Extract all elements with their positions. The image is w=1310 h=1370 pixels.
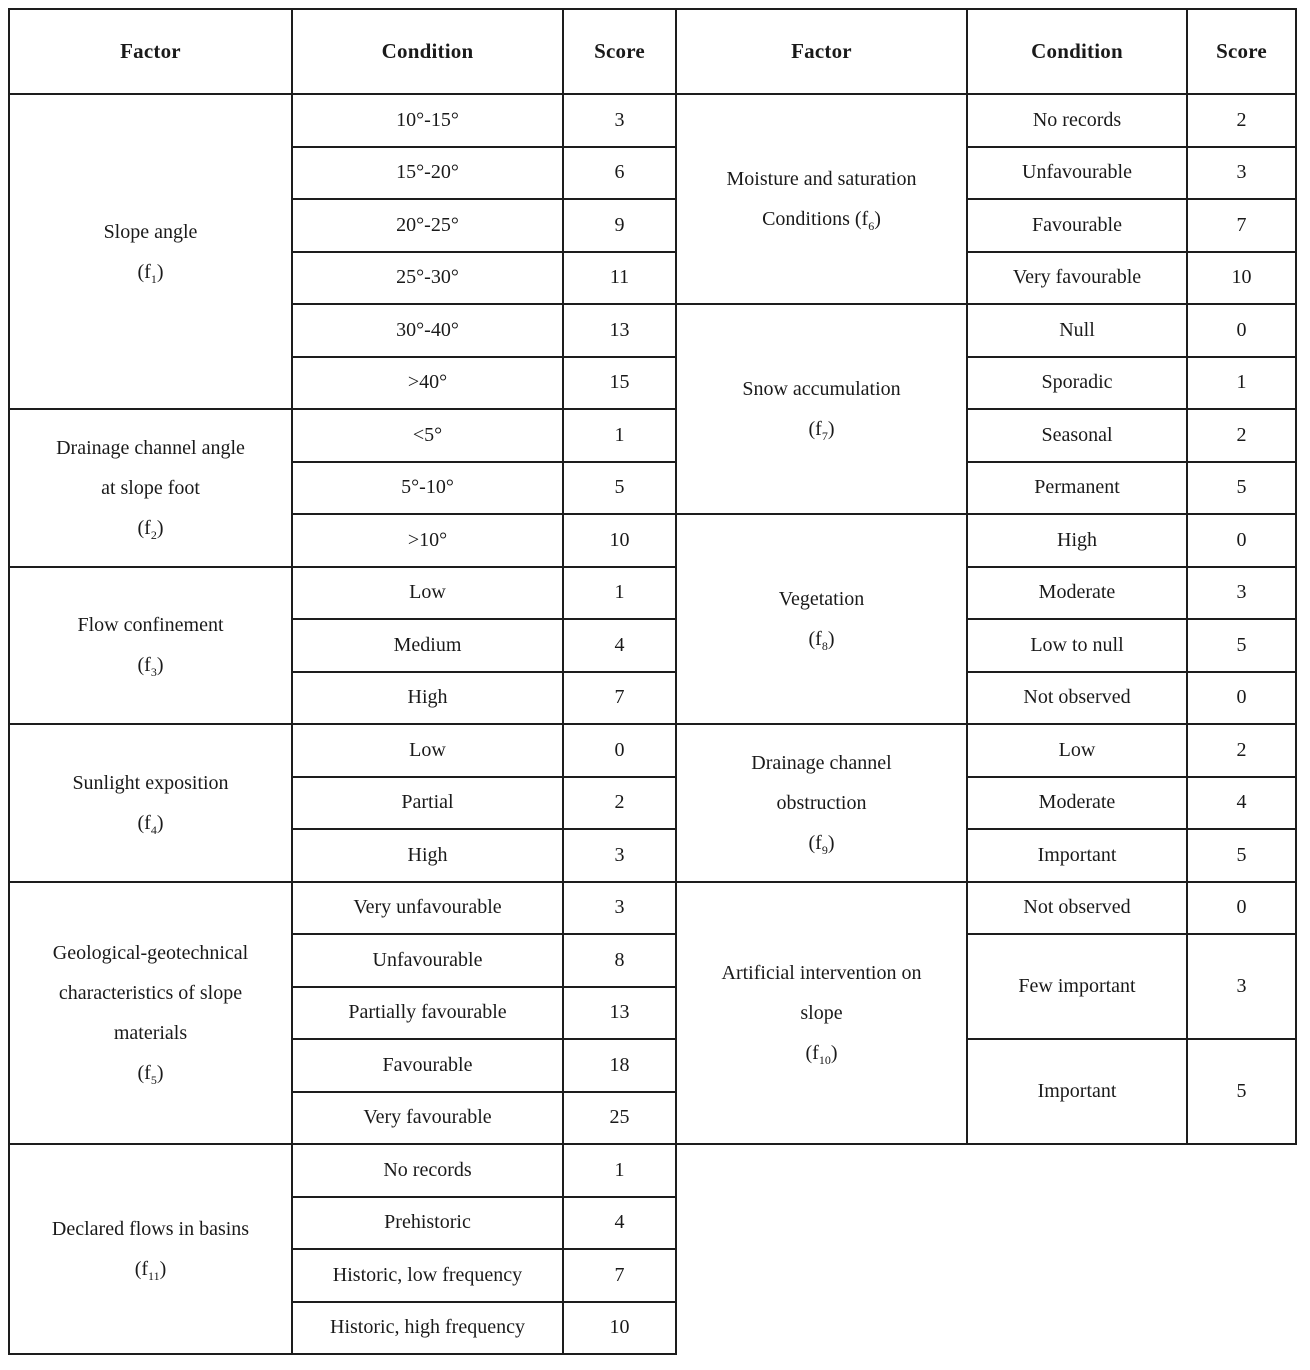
score-cell: 13 (564, 305, 677, 358)
condition-cell: >10° (293, 515, 564, 568)
factor-symbol (135, 1249, 167, 1289)
factor-cell-f7 (677, 305, 968, 515)
factor-name-line: at slope foot (101, 476, 200, 499)
score-cell: 3 (564, 830, 677, 883)
condition-cell: Favourable (293, 1040, 564, 1093)
factor-symbol (138, 803, 164, 843)
factor-symbol (809, 823, 835, 863)
condition-cell: 25°-30° (293, 253, 564, 306)
factor-symbol-sub: 5 (150, 1072, 157, 1087)
factor-symbol-post: ) (156, 654, 164, 677)
factor-name-line: Artificial intervention on (721, 961, 922, 984)
factor-symbol-post: ) (827, 418, 835, 440)
factor-symbol-sub: 9 (821, 842, 828, 857)
score-cell: 5 (1188, 620, 1297, 673)
factor-symbol-pre: (f (808, 418, 822, 440)
condition-cell: Historic, low frequency (293, 1250, 564, 1303)
factor-symbol-sub: 2 (150, 527, 157, 542)
condition-cell: Low (293, 568, 564, 621)
factor-symbol-post: ) (827, 831, 835, 854)
factor-name-line: Drainage channel angle (56, 436, 245, 459)
score-cell: 10 (1188, 253, 1297, 306)
factor-name-line: materials (113, 1021, 188, 1044)
score-cell: 25 (564, 1093, 677, 1146)
factor-symbol (138, 645, 164, 685)
condition-cell: Permanent (968, 463, 1188, 516)
condition-cell: No records (968, 95, 1188, 148)
score-cell: 0 (1188, 883, 1297, 936)
condition-cell: Prehistoric (293, 1198, 564, 1251)
condition-cell: Low (968, 725, 1188, 778)
condition-cell: Important (968, 1040, 1188, 1145)
factor-name-line: Moisture and saturation (726, 168, 917, 190)
factor-symbol (809, 619, 835, 659)
factor-symbol-sub: 3 (150, 665, 157, 680)
score-cell: 2 (1188, 95, 1297, 148)
factor-symbol-post: ) (156, 811, 164, 834)
score-cell: 0 (564, 725, 677, 778)
factor-symbol-sub: 7 (821, 429, 828, 443)
factor-symbol-post: ) (830, 1041, 838, 1064)
score-cell: 1 (564, 1145, 677, 1198)
score-cell: 2 (564, 778, 677, 831)
factor-symbol (762, 199, 881, 239)
score-cell: 15 (564, 358, 677, 411)
condition-cell: 5°-10° (293, 463, 564, 516)
factor-name-line: Sunlight exposition (72, 771, 229, 794)
factor-symbol-pre: (f (137, 260, 151, 283)
factor-cell-f1 (10, 95, 293, 410)
score-cell: 5 (1188, 830, 1297, 883)
header-factor-left: Factor (10, 10, 293, 95)
condition-cell: Seasonal (968, 410, 1188, 463)
factor-symbol-sub: 1 (150, 271, 157, 286)
score-cell: 9 (564, 200, 677, 253)
score-cell: 8 (564, 935, 677, 988)
header-score-left: Score (564, 10, 677, 95)
condition-cell: Partially favourable (293, 988, 564, 1041)
score-cell: 4 (564, 620, 677, 673)
factor-cell-f4 (10, 725, 293, 883)
score-cell: 2 (1188, 725, 1297, 778)
factor-symbol-pre: (f (137, 811, 151, 834)
factor-name-line: characteristics of slope (58, 981, 243, 1004)
condition-cell: Moderate (968, 568, 1188, 621)
score-cell: 4 (1188, 778, 1297, 831)
factor-symbol-pre: Conditions (f (762, 208, 869, 230)
factor-symbol-sub: 8 (821, 639, 828, 653)
score-cell: 2 (1188, 410, 1297, 463)
condition-cell: Important (968, 830, 1188, 883)
score-cell: 3 (1188, 935, 1297, 1040)
score-cell: 11 (564, 253, 677, 306)
factor-symbol-pre: (f (134, 1258, 149, 1280)
condition-cell: High (293, 830, 564, 883)
condition-cell: Few important (968, 935, 1188, 1040)
condition-cell: Very favourable (968, 253, 1188, 306)
factor-name-line: Declared flows in basins (51, 1218, 250, 1240)
score-cell: 4 (564, 1198, 677, 1251)
score-cell: 6 (564, 148, 677, 201)
factor-symbol-post: ) (156, 516, 164, 539)
factor-symbol-pre: (f (137, 516, 151, 539)
factor-symbol-pre: (f (137, 1061, 151, 1084)
factor-cell-f6 (677, 95, 968, 305)
header-score-right: Score (1188, 10, 1297, 95)
factor-symbol-post: ) (159, 1258, 167, 1280)
condition-cell: Low to null (968, 620, 1188, 673)
factor-symbol-sub: 4 (150, 822, 157, 837)
condition-cell: Historic, high frequency (293, 1303, 564, 1356)
condition-cell: No records (293, 1145, 564, 1198)
factor-symbol-sub: 10 (818, 1052, 831, 1067)
score-cell: 3 (1188, 148, 1297, 201)
factor-symbol-post: ) (827, 628, 835, 650)
score-cell: 5 (564, 463, 677, 516)
factor-name-line: Geological-geotechnical (52, 941, 249, 964)
score-cell: 0 (1188, 515, 1297, 568)
score-cell: 1 (1188, 358, 1297, 411)
condition-cell: 30°-40° (293, 305, 564, 358)
score-cell: 3 (1188, 568, 1297, 621)
condition-cell: Very favourable (293, 1093, 564, 1146)
condition-cell: Very unfavourable (293, 883, 564, 936)
condition-cell: Unfavourable (968, 148, 1188, 201)
factor-symbol (806, 1033, 838, 1073)
factor-cell-f5 (10, 883, 293, 1146)
condition-cell: Unfavourable (293, 935, 564, 988)
factor-symbol-pre: (f (805, 1041, 819, 1064)
score-cell: 1 (564, 568, 677, 621)
factor-symbol-pre: (f (808, 831, 822, 854)
score-cell: 3 (564, 883, 677, 936)
factor-name-line: Snow accumulation (742, 378, 901, 400)
factor-symbol-post: ) (156, 1061, 164, 1084)
condition-cell: <5° (293, 410, 564, 463)
score-cell: 7 (1188, 200, 1297, 253)
header-factor-right: Factor (677, 10, 968, 95)
factor-name-line: Drainage channel (751, 751, 892, 774)
score-cell: 0 (1188, 305, 1297, 358)
score-cell: 5 (1188, 1040, 1297, 1145)
score-cell: 1 (564, 410, 677, 463)
condition-cell: 15°-20° (293, 148, 564, 201)
factor-name-line: Flow confinement (77, 614, 224, 637)
factor-symbol (138, 252, 164, 292)
factor-cell-f11 (10, 1145, 293, 1355)
factor-symbol (138, 508, 164, 548)
factor-cell-f2 (10, 410, 293, 568)
condition-cell: High (968, 515, 1188, 568)
condition-cell: 20°-25° (293, 200, 564, 253)
condition-cell: Null (968, 305, 1188, 358)
condition-cell: Low (293, 725, 564, 778)
factor-name-line: Vegetation (778, 588, 865, 610)
factor-cell-f9 (677, 725, 968, 883)
score-cell: 13 (564, 988, 677, 1041)
condition-cell: Not observed (968, 673, 1188, 726)
factor-symbol-sub: 11 (148, 1269, 160, 1283)
condition-cell: Sporadic (968, 358, 1188, 411)
score-cell: 18 (564, 1040, 677, 1093)
condition-cell: Moderate (968, 778, 1188, 831)
factor-name-line: slope (800, 1001, 843, 1024)
score-cell: 7 (564, 673, 677, 726)
score-cell: 7 (564, 1250, 677, 1303)
score-cell: 3 (564, 95, 677, 148)
factor-cell-f3 (10, 568, 293, 726)
factor-scoring-table (8, 8, 1297, 1355)
condition-cell: Not observed (968, 883, 1188, 936)
condition-cell: 10°-15° (293, 95, 564, 148)
condition-cell: Favourable (968, 200, 1188, 253)
factor-symbol-post: ) (874, 208, 881, 230)
condition-cell: >40° (293, 358, 564, 411)
condition-cell: High (293, 673, 564, 726)
factor-name-line: obstruction (776, 791, 867, 814)
score-cell: 10 (564, 515, 677, 568)
condition-cell: Medium (293, 620, 564, 673)
factor-symbol-post: ) (156, 260, 164, 283)
factor-cell-f8 (677, 515, 968, 725)
factor-symbol-sub: 6 (868, 219, 875, 233)
factor-symbol (809, 409, 835, 449)
score-cell: 5 (1188, 463, 1297, 516)
factor-symbol-pre: (f (137, 654, 151, 677)
factor-name-line: Slope angle (103, 220, 198, 243)
condition-cell: Partial (293, 778, 564, 831)
score-cell: 10 (564, 1303, 677, 1356)
header-condition-left: Condition (293, 10, 564, 95)
score-cell: 0 (1188, 673, 1297, 726)
factor-symbol (138, 1053, 164, 1093)
factor-symbol-pre: (f (808, 628, 822, 650)
header-condition-right: Condition (968, 10, 1188, 95)
factor-cell-f10 (677, 883, 968, 1146)
